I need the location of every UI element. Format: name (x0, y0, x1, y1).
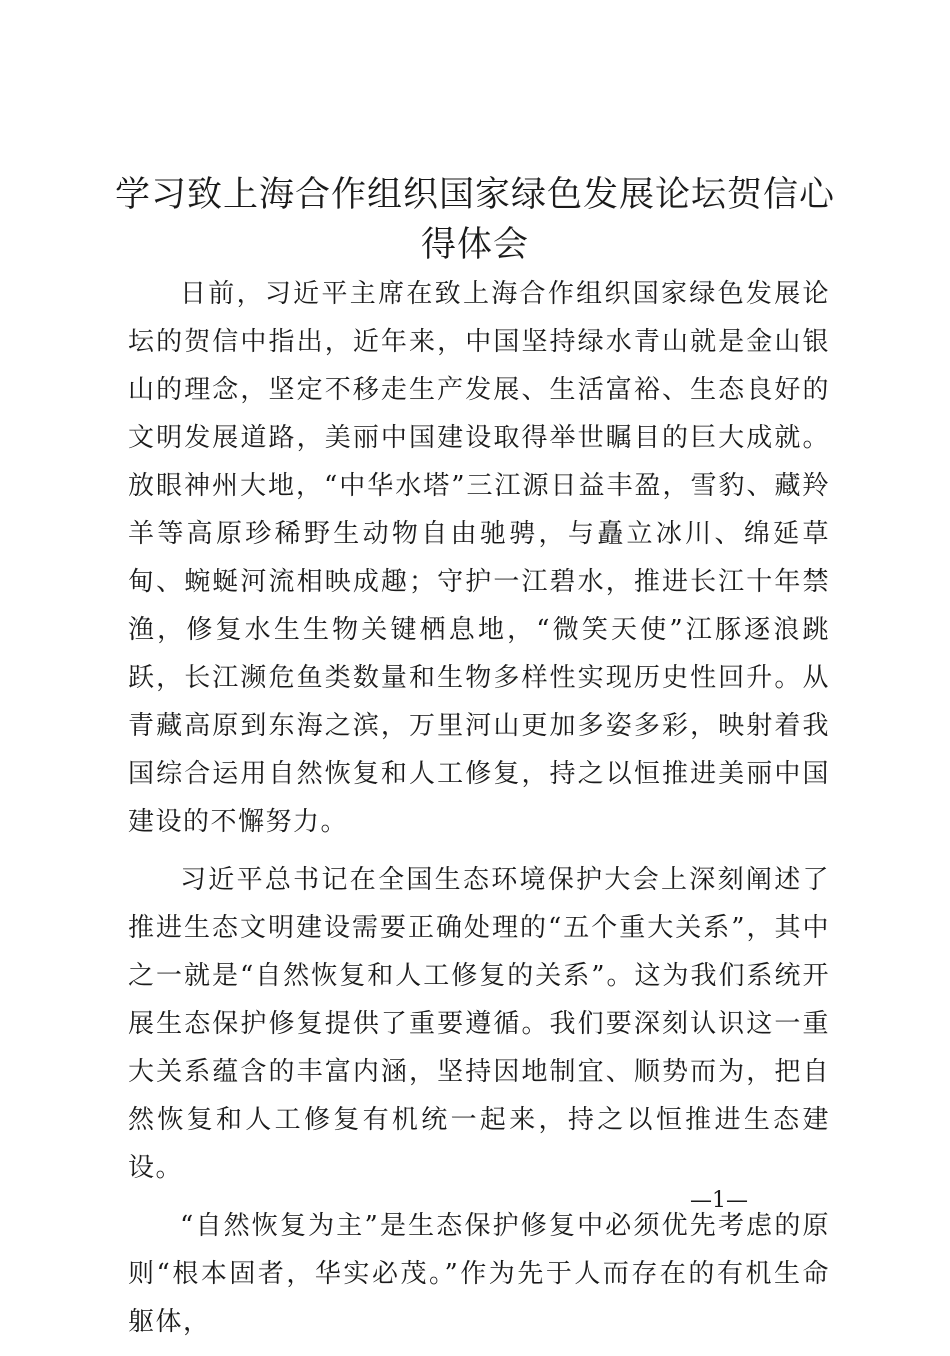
paragraph: 日前，习近平主席在致上海合作组织国家绿色发展论坛的贺信中指出，近年来，中国坚持绿水青山就是金山银山的理念，坚定不移走生产发展、生活富裕、生态良好的文明发展道路，美丽中国建设取得举世瞩目的巨大成就。放眼神州大地，“中华水塔”三江源日益丰盈，雪豹、藏羚羊等高原珍稀野生动物自由驰骋，与矗立冰川、绵延草甸、蜿蜒河流相映成趣；守护一江碧水，推进长江十年禁渔，修复水生生物关键栖息地，“微笑天使”江豚逐浪跳跃，长江濒危鱼类数量和生物多样性实现历史性回升。从青藏高原到东海之滨，万里河山更加多姿多彩，映射着我国综合运用自然恢复和人工修复，持之以恒推进美丽中国建设的不懈努力。 (128, 279, 830, 837)
page-number: —1— (690, 1188, 748, 1213)
title-line-2: 得体会 (420, 225, 529, 265)
paragraph: 习近平总书记在全国生态环境保护大会上深刻阐述了推进生态文明建设需要正确处理的“五个重大关系”，其中之一就是“自然恢复和人工修复的关系”。这为我们系统开展生态保护修复提供了重要遵循。我们要深刻认识这一重大关系蕴含的丰富内涵，坚持因地制宜、顺势而为，把自然恢复和人工修复有机统一起来，持之以恒推进生态建设。 (128, 865, 830, 1183)
title-line-1: 学习致上海合作组织国家绿色发展论坛贺信心 (114, 175, 835, 215)
paragraph: “自然恢复为主”是生态保护修复中必须优先考虑的原则“根本固者，华实必茂。”作为先于人而存在的有机生命躯体， (128, 1211, 830, 1337)
document-title (110, 170, 840, 270)
